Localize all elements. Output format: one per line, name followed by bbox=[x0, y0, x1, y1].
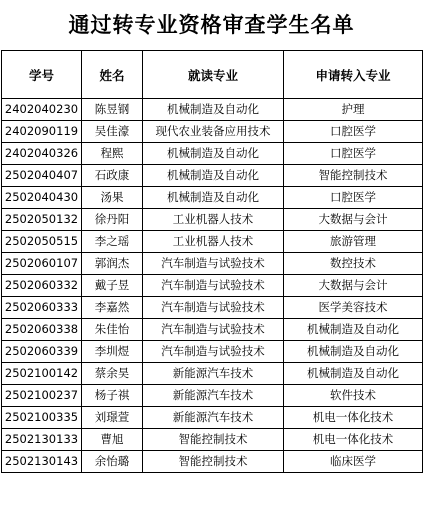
cell-requested-major: 护理 bbox=[284, 99, 423, 121]
cell-current-major: 智能控制技术 bbox=[143, 451, 284, 473]
cell-student-id: 2502100142 bbox=[2, 363, 82, 385]
cell-current-major: 新能源汽车技术 bbox=[143, 385, 284, 407]
cell-student-id: 2502040430 bbox=[2, 187, 82, 209]
cell-requested-major: 医学美容技术 bbox=[284, 297, 423, 319]
cell-student-id: 2502060333 bbox=[2, 297, 82, 319]
cell-current-major: 机械制造及自动化 bbox=[143, 165, 284, 187]
cell-student-id: 2502130133 bbox=[2, 429, 82, 451]
cell-student-id: 2402090119 bbox=[2, 121, 82, 143]
table-row bbox=[2, 363, 423, 385]
cell-student-id: 2502100237 bbox=[2, 385, 82, 407]
cell-student-id: 2502050515 bbox=[2, 231, 82, 253]
table-row bbox=[2, 231, 423, 253]
cell-name: 朱佳怡 bbox=[82, 319, 143, 341]
cell-name: 程熙 bbox=[82, 143, 143, 165]
cell-name: 李嘉然 bbox=[82, 297, 143, 319]
page-title: 通过转专业资格审查学生名单 bbox=[68, 13, 355, 37]
table-row bbox=[2, 187, 423, 209]
cell-current-major: 工业机器人技术 bbox=[143, 209, 284, 231]
student-roster-table bbox=[1, 50, 423, 473]
table-row bbox=[2, 165, 423, 187]
table-row bbox=[2, 297, 423, 319]
cell-student-id: 2502060107 bbox=[2, 253, 82, 275]
cell-requested-major: 大数据与会计 bbox=[284, 275, 423, 297]
cell-current-major: 机械制造及自动化 bbox=[143, 99, 284, 121]
cell-student-id: 2502130143 bbox=[2, 451, 82, 473]
cell-name: 吴佳濠 bbox=[82, 121, 143, 143]
cell-student-id: 2502050132 bbox=[2, 209, 82, 231]
cell-student-id: 2502100335 bbox=[2, 407, 82, 429]
cell-current-major: 汽车制造与试验技术 bbox=[143, 319, 284, 341]
cell-requested-major: 机电一体化技术 bbox=[284, 429, 423, 451]
header-requested-major: 申请转入专业 bbox=[284, 51, 423, 99]
cell-requested-major: 机械制造及自动化 bbox=[284, 319, 423, 341]
cell-name: 李圳煜 bbox=[82, 341, 143, 363]
cell-student-id: 2502060332 bbox=[2, 275, 82, 297]
table-row bbox=[2, 99, 423, 121]
table-row bbox=[2, 407, 423, 429]
cell-name: 曹旭 bbox=[82, 429, 143, 451]
cell-name: 刘璟萱 bbox=[82, 407, 143, 429]
cell-requested-major: 口腔医学 bbox=[284, 187, 423, 209]
cell-name: 杨子祺 bbox=[82, 385, 143, 407]
cell-requested-major: 智能控制技术 bbox=[284, 165, 423, 187]
cell-requested-major: 机械制造及自动化 bbox=[284, 341, 423, 363]
table-row bbox=[2, 319, 423, 341]
cell-requested-major: 口腔医学 bbox=[284, 121, 423, 143]
cell-name: 戴子昱 bbox=[82, 275, 143, 297]
table-header-row bbox=[2, 51, 423, 99]
table-row bbox=[2, 143, 423, 165]
cell-requested-major: 机械制造及自动化 bbox=[284, 363, 423, 385]
cell-name: 蔡余昊 bbox=[82, 363, 143, 385]
cell-current-major: 汽车制造与试验技术 bbox=[143, 275, 284, 297]
cell-current-major: 汽车制造与试验技术 bbox=[143, 253, 284, 275]
cell-current-major: 汽车制造与试验技术 bbox=[143, 341, 284, 363]
cell-student-id: 2502060339 bbox=[2, 341, 82, 363]
cell-current-major: 机械制造及自动化 bbox=[143, 143, 284, 165]
cell-name: 余怡璐 bbox=[82, 451, 143, 473]
cell-current-major: 汽车制造与试验技术 bbox=[143, 297, 284, 319]
table-row bbox=[2, 451, 423, 473]
header-name: 姓名 bbox=[82, 51, 143, 99]
table-row bbox=[2, 429, 423, 451]
table-row bbox=[2, 341, 423, 363]
header-student-id: 学号 bbox=[2, 51, 82, 99]
cell-current-major: 新能源汽车技术 bbox=[143, 407, 284, 429]
table-row bbox=[2, 385, 423, 407]
cell-student-id: 2402040230 bbox=[2, 99, 82, 121]
table-row bbox=[2, 253, 423, 275]
cell-student-id: 2402040326 bbox=[2, 143, 82, 165]
cell-current-major: 现代农业装备应用技术 bbox=[143, 121, 284, 143]
cell-name: 李之瑶 bbox=[82, 231, 143, 253]
cell-requested-major: 口腔医学 bbox=[284, 143, 423, 165]
header-current-major: 就读专业 bbox=[143, 51, 284, 99]
cell-name: 陈昱钢 bbox=[82, 99, 143, 121]
table-row bbox=[2, 121, 423, 143]
cell-student-id: 2502060338 bbox=[2, 319, 82, 341]
cell-current-major: 智能控制技术 bbox=[143, 429, 284, 451]
table-row bbox=[2, 209, 423, 231]
cell-requested-major: 临床医学 bbox=[284, 451, 423, 473]
cell-current-major: 机械制造及自动化 bbox=[143, 187, 284, 209]
table-row bbox=[2, 275, 423, 297]
cell-requested-major: 软件技术 bbox=[284, 385, 423, 407]
cell-name: 石政康 bbox=[82, 165, 143, 187]
cell-current-major: 工业机器人技术 bbox=[143, 231, 284, 253]
cell-requested-major: 机电一体化技术 bbox=[284, 407, 423, 429]
cell-requested-major: 旅游管理 bbox=[284, 231, 423, 253]
cell-current-major: 新能源汽车技术 bbox=[143, 363, 284, 385]
cell-requested-major: 数控技术 bbox=[284, 253, 423, 275]
cell-student-id: 2502040407 bbox=[2, 165, 82, 187]
cell-requested-major: 大数据与会计 bbox=[284, 209, 423, 231]
cell-name: 徐丹阳 bbox=[82, 209, 143, 231]
cell-name: 郭润杰 bbox=[82, 253, 143, 275]
cell-name: 汤果 bbox=[82, 187, 143, 209]
